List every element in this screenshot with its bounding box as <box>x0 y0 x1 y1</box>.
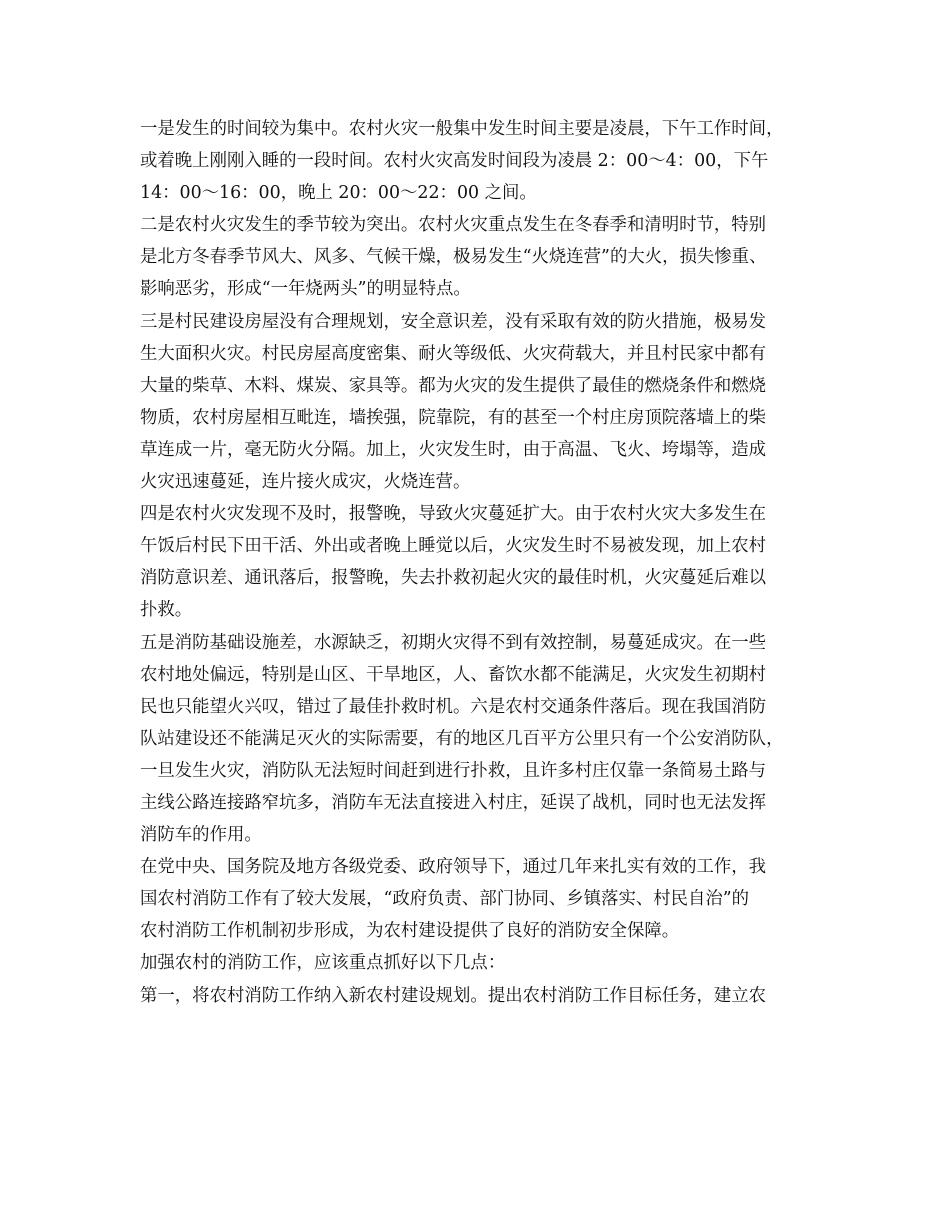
text-line: 火灾迅速蔓延，连片接火成灾，火烧连营。 <box>140 472 471 493</box>
text-line: 午饭后村民下田干活、外出或者晚上睡觉以后，火灾发生时不易被发现，加上农村 <box>140 536 767 557</box>
text-line: 五是消防基础设施差，水源缺乏，初期火灾得不到有效控制，易蔓延成灾。在一些 <box>140 632 767 653</box>
text-line: 影响恶劣，形成“一年烧两头”的明显特点。 <box>140 279 471 300</box>
document-body <box>140 113 830 1012</box>
text-line: 大量的柴草、木料、煤炭、家具等。都为火灾的发生提供了最佳的燃烧条件和燃烧 <box>140 375 767 396</box>
text-line: 物质，农村房屋相互毗连，墙挨强，院靠院，有的甚至一个村庄房顶院落墙上的柴 <box>140 407 767 428</box>
text-line: 三是村民建设房屋没有合理规划，安全意识差，没有采取有效的防火措施，极易发 <box>140 311 767 332</box>
text-line: 一是发生的时间较为集中。农村火灾一般集中发生时间主要是凌晨，下午工作时间， <box>140 119 784 139</box>
text-line: 第一，将农村消防工作纳入新农村建设规划。提出农村消防工作目标任务，建立农 <box>140 985 767 1006</box>
text-line: 草连成一片，毫无防火分隔。加上，火灾发生时，由于高温、飞火、垮塌等，造成 <box>140 439 767 460</box>
text-line: 扑救。 <box>140 600 193 621</box>
text-line: 民也只能望火兴叹，错过了最佳扑救时机。六是农村交通条件落后。现在我国消防 <box>140 696 767 717</box>
text-line: 在党中央、国务院及地方各级党委、政府领导下，通过几年来扎实有效的工作，我 <box>140 857 767 878</box>
text-line: 二是农村火灾发生的季节较为突出。农村火灾重点发生在冬春季和清明时节，特别 <box>140 215 767 236</box>
text-line: 生大面积火灾。村民房屋高度密集、耐火等级低、火灾荷载大，并且村民家中都有 <box>140 343 767 364</box>
text-line: 国农村消防工作有了较大发展，“政府负责、部门协同、乡镇落实、村民自治”的 <box>140 889 750 910</box>
text-line: 一旦发生火灾，消防队无法短时间赶到进行扑救，且许多村庄仅靠一条简易土路与 <box>140 760 767 781</box>
text-line: 消防意识差、通讯落后，报警晚，失去扑救初起火灾的最佳时机，火灾蔓延后难以 <box>140 568 767 589</box>
text-line: 14：00～16：00，晚上 20：00～22：00 之间。 <box>140 183 537 204</box>
text-line: 或着晚上刚刚入睡的一段时间。农村火灾高发时间段为凌晨 2：00～4：00，下午 <box>140 151 769 172</box>
text-line: 是北方冬春季节风大、风多、气候干燥，极易发生“火烧连营”的大火，损失惨重、 <box>140 247 767 268</box>
text-line: 消防车的作用。 <box>140 825 262 846</box>
text-line: 队站建设还不能满足灭火的实际需要，有的地区几百平方公里只有一个公安消防队， <box>140 728 784 749</box>
text-line: 四是农村火灾发现不及时，报警晚，导致火灾蔓延扩大。由于农村火灾大多发生在 <box>140 504 767 525</box>
text-line: 农村消防工作机制初步形成，为农村建设提供了良好的消防安全保障。 <box>140 921 680 942</box>
text-line: 农村地处偏远，特别是山区、干旱地区，人、畜饮水都不能满足，火灾发生初期村 <box>140 664 767 685</box>
text-line: 主线公路连接路窄坑多，消防车无法直接进入村庄，延误了战机，同时也无法发挥 <box>140 792 767 813</box>
text-line: 加强农村的消防工作，应该重点抓好以下几点： <box>140 953 506 974</box>
